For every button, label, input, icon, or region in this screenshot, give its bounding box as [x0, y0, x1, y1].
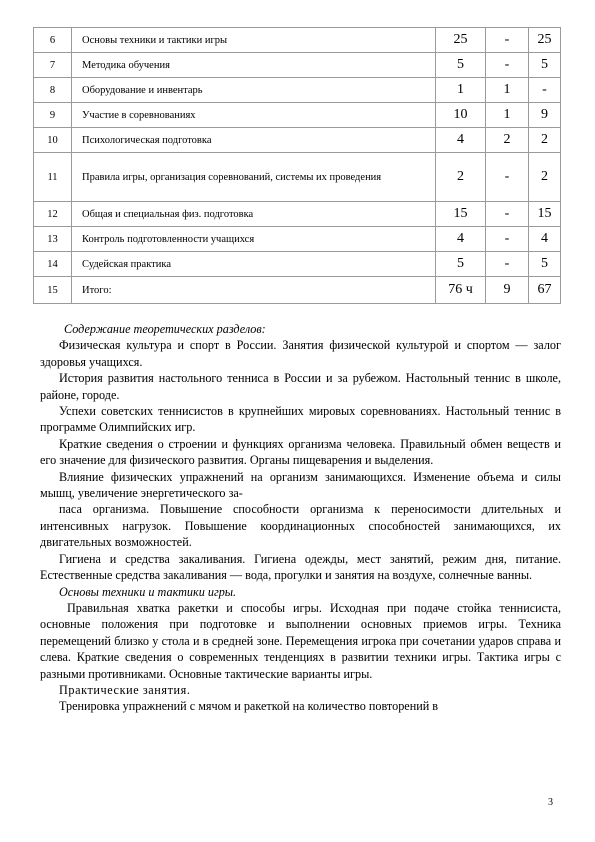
practice-hours: 2: [529, 153, 561, 202]
table-row: [34, 78, 561, 103]
theory-hours: -: [486, 53, 529, 78]
theory-hours: 9: [486, 277, 529, 304]
theory-hours: -: [486, 252, 529, 277]
practice-hours: 5: [529, 53, 561, 78]
paragraph: Тренировка упражнений с мячом и ракеткой на количество повторений в: [59, 699, 439, 714]
theory-content: [40, 321, 561, 715]
total-hours: 1: [436, 78, 486, 103]
table-row: [34, 128, 561, 153]
row-title: Правила игры, организация соревнований, системы их проведения: [72, 153, 436, 202]
table-row: [34, 153, 561, 202]
row-number: 15: [34, 277, 72, 304]
theory-hours: 1: [486, 103, 529, 128]
table-row: [34, 103, 561, 128]
paragraph: Физическая культура и спорт в России. Занятия физической культурой и спортом — залог здоровья учащихся.: [40, 338, 561, 369]
row-number: 14: [34, 252, 72, 277]
theory-hours: -: [486, 227, 529, 252]
paragraph: паса организма. Повышение способности организма к переносимости длительных и интенсивных нагрузок. Повышение координационных способностей занимающихся, их двигательных возможностей.: [40, 502, 561, 550]
practice-hours: 2: [529, 128, 561, 153]
total-hours: 25: [436, 28, 486, 53]
theory-hours: -: [486, 28, 529, 53]
practice-hours: 67: [529, 277, 561, 304]
table-row: [34, 277, 561, 304]
table-row: [34, 252, 561, 277]
row-title: Методика обучения: [72, 53, 436, 78]
hours-table: [33, 27, 561, 304]
total-hours: 4: [436, 227, 486, 252]
paragraph: Гигиена и средства закаливания. Гигиена одежды, мест занятий, режим дня, питание. Естественные средства закаливания — вода, прогулки и занятия на воздухе, солнечные ванны.: [40, 551, 561, 583]
row-title: Психологическая подготовка: [72, 128, 436, 153]
paragraph: Влияние физических упражнений на организм занимающихся. Изменение объема и силы мышц, увеличение энергетического за-: [40, 469, 561, 501]
practice-hours: -: [529, 78, 561, 103]
row-number: 8: [34, 78, 72, 103]
theory-hours: 1: [486, 78, 529, 103]
table-row: [34, 28, 561, 53]
row-number: 11: [34, 153, 72, 202]
total-hours: 5: [436, 252, 486, 277]
total-hours: 15: [436, 202, 486, 227]
theory-hours: -: [486, 153, 529, 202]
practice-hours: 15: [529, 202, 561, 227]
row-title: Оборудование и инвентарь: [72, 78, 436, 103]
practice-hours: 9: [529, 103, 561, 128]
row-number: 7: [34, 53, 72, 78]
total-hours: 2: [436, 153, 486, 202]
practice-hours: 5: [529, 252, 561, 277]
row-number: 6: [34, 28, 72, 53]
row-title: Судейская практика: [72, 252, 436, 277]
row-number: 9: [34, 103, 72, 128]
paragraph: Успехи советских теннисистов в крупнейших мировых соревнованиях. Настольный теннис в программе Олимпийских игр.: [40, 404, 561, 435]
total-hours: 76 ч: [436, 277, 486, 304]
row-number: 12: [34, 202, 72, 227]
total-hours: 5: [436, 53, 486, 78]
row-title: Итого:: [72, 277, 436, 304]
row-title: Контроль подготовленности учащихся: [72, 227, 436, 252]
practice-hours: 4: [529, 227, 561, 252]
row-title: Основы техники и тактики игры: [72, 28, 436, 53]
row-title: Участие в соревнованиях: [72, 103, 436, 128]
paragraph: Правильная хватка ракетки и способы игры. Исходная при подаче стойка теннисиста, основные положения при подготовке и выполнении основных приемов игры. Техника перемещений близко у стола и в средней зоне. Перемещения игрока при сочетании ударов справа и слева. Краткие сведения о современных тенденциях в развитии техники игры. Тактика игры с разными противниками. Основные тактические варианты игры.: [40, 600, 561, 681]
theory-hours: 2: [486, 128, 529, 153]
practice-hours: 25: [529, 28, 561, 53]
page-number: 3: [548, 797, 553, 808]
table-row: [34, 53, 561, 78]
paragraph: История развития настольного тенниса в России и за рубежом. Настольный теннис в школе, районе, городе.: [40, 371, 561, 402]
table-row: [34, 202, 561, 227]
theory-hours: -: [486, 202, 529, 227]
subsection-heading: Основы техники и тактики игры.: [59, 584, 237, 599]
paragraph: Краткие сведения о строении и функциях организма человека. Правильный обмен веществ и его значение для физического развития. Органы пищеварения и выделения.: [40, 436, 561, 468]
practice-heading: Практические занятия.: [59, 682, 191, 697]
row-title: Общая и специальная физ. подготовка: [72, 202, 436, 227]
row-number: 10: [34, 128, 72, 153]
total-hours: 4: [436, 128, 486, 153]
row-number: 13: [34, 227, 72, 252]
total-hours: 10: [436, 103, 486, 128]
table-row: [34, 227, 561, 252]
section-heading: Содержание теоретических разделов:: [64, 322, 266, 336]
